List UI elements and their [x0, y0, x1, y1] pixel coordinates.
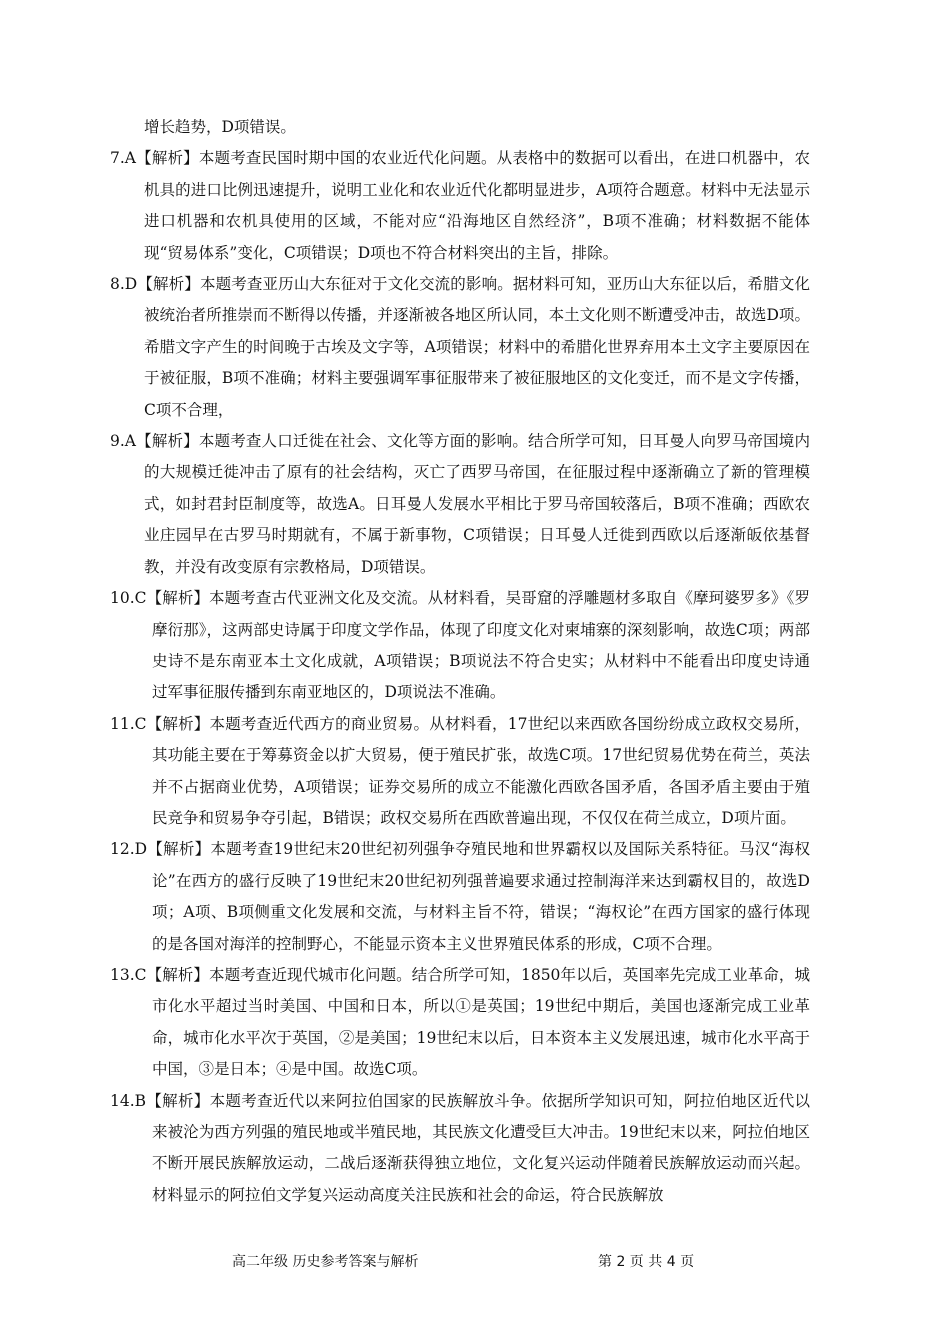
answer-item-8: 8.D【解析】本题考查亚历山大东征对于文化交流的影响。据材料可知，亚历山大东征以后，希腊文化被统治者所推崇而不断得以传播，并逐渐被各地区所认同，本土文化则不断遭受冲击，故选D项。希腊文字产生的时间晚于古埃及文字等，A项错误；材料中的希腊化世界弃用本土文字主要原因在于被征服，B项不准确；材料主要强调军事征服带来了被征服地区的文化变迁，而不是文字传播，C项不合理， — [110, 275, 810, 419]
answer-item-10: 10.C【解析】本题考查古代亚洲文化及交流。从材料看，吴哥窟的浮雕题材多取自《摩珂婆罗多》《罗摩衍那》，这两部史诗属于印度文学作品，体现了印度文化对柬埔寨的深刻影响，故选C项；两部史诗不是东南亚本土文化成就，A项错误；B项说法不符合史实；从材料中不能看出印度史诗通过军事征服传播到东南亚地区的，D项说法不准确。 — [110, 589, 810, 702]
answer-item-13: 13.C【解析】本题考查近现代城市化问题。结合所学可知，1850年以后，英国率先完成工业革命，城市化水平超过当时美国、中国和日本，所以①是英国；19世纪中期后，美国也逐渐完成工业革命，城市化水平次于英国，②是美国；19世纪末以后，日本资本主义发展迅速，城市化水平高于中国，③是日本；④是中国。故选C项。 — [110, 965, 810, 1079]
answer-item-7: 7.A【解析】本题考查民国时期中国的农业近代化问题。从表格中的数据可以看出，在进口机器中，农机具的进口比例迅速提升，说明工业化和农业近代化都明显进步，A项符合题意。材料中无法显示进口机器和农机具使用的区域，不能对应“沿海地区自然经济”，B项不准确；材料数据不能体现“贸易体系”变化，C项错误；D项也不符合材料突出的主旨，排除。 — [110, 149, 810, 262]
answer-item-12: 12.D【解析】本题考查19世纪末20世纪初列强争夺殖民地和世界霸权以及国际关系特征。马汉“海权论”在西方的盛行反映了19世纪末20世纪初列强普遍要求通过控制海洋来达到霸权目的，故选D项；A项、B项侧重文化发展和交流，与材料主旨不符，错误；“海权论”在西方国家的盛行体现的是各国对海洋的控制野心，不能显示资本主义世界殖民体系的形成，C项不合理。 — [110, 840, 810, 953]
page-number: 第 2 页 共 4 页 — [598, 1254, 695, 1270]
paragraph-continuation: 增长趋势，D项错误。 — [144, 118, 296, 136]
answer-item-9: 9.A【解析】本题考查人口迁徙在社会、文化等方面的影响。结合所学可知，日耳曼人向罗马帝国境内的大规模迁徙冲击了原有的社会结构，灭亡了西罗马帝国，在征服过程中逐渐确立了新的管理模式，如封君封臣制度等，故选A。日耳曼人发展水平相比于罗马帝国较落后，B项不准确；西欧农业庄园早在古罗马时期就有，不属于新事物，C项错误；日耳曼人迁徙到西欧以后逐渐皈依基督教，并没有改变原有宗教格局，D项错误。 — [110, 432, 810, 576]
footer-title: 高二年级 历史参考答案与解析 — [232, 1254, 419, 1270]
answer-item-11: 11.C【解析】本题考查近代西方的商业贸易。从材料看，17世纪以来西欧各国纷纷成立政权交易所，其功能主要在于筹募资金以扩大贸易，便于殖民扩张，故选C项。17世纪贸易优势在荷兰，英法并不占据商业优势，A项错误；证券交易所的成立不能激化西欧各国矛盾，各国矛盾主要由于殖民竞争和贸易争夺引起，B错误；政权交易所在西欧普遍出现，不仅仅在荷兰成立，D项片面。 — [110, 714, 810, 827]
answer-item-14: 14.B【解析】本题考查近代以来阿拉伯国家的民族解放斗争。依据所学知识可知，阿拉伯地区近代以来被沦为西方列强的殖民地或半殖民地，其民族文化遭受巨大冲击。19世纪末以来，阿拉伯地区不断开展民族解放运动，二战后逐渐获得独立地位，文化复兴运动伴随着民族解放运动而兴起。材料显示的阿拉伯文学复兴运动高度关注民族和社会的命运，符合民族解放 — [110, 1091, 810, 1204]
answer-explanations — [110, 112, 810, 1211]
